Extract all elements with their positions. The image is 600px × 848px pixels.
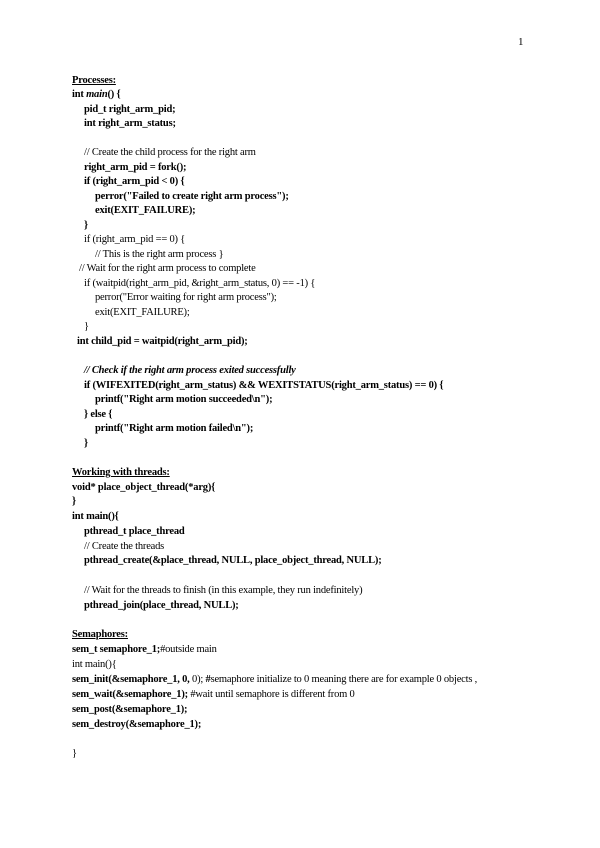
code-line: printf("Right arm motion succeeded\n"); (95, 394, 273, 405)
code-line: } (84, 438, 88, 449)
code-line: pthread_t place_thread (84, 526, 185, 537)
code-comment: // Create the child process for the right arm (84, 147, 256, 158)
code-line: int main(){ (72, 511, 119, 522)
code-line: right_arm_pid = fork(); (84, 162, 187, 173)
semaphores-heading: Semaphores: (72, 629, 128, 640)
code-line: exit(EXIT_FAILURE); (95, 205, 196, 216)
code-text: sem_t semaphore_1; (72, 644, 161, 655)
code-text: 0); (192, 674, 206, 685)
code-line: if (WIFEXITED(right_arm_status) && WEXITSTATUS(right_arm_status) == 0) { (84, 380, 444, 391)
code-line: int child_pid = waitpid(right_arm_pid); (77, 336, 248, 347)
code-comment: // Wait for the right arm process to complete (79, 263, 256, 274)
code-text: # (205, 674, 211, 685)
code-line: pid_t right_arm_pid; (84, 104, 176, 115)
code-line: } else { (84, 409, 113, 420)
code-comment: semaphore initialize to 0 meaning there are for example 0 objects , (210, 674, 478, 685)
code-line-sem-init (72, 673, 477, 687)
code-comment: // Wait for the threads to finish (in this example, they run indefinitely) (84, 585, 363, 596)
code-line: pthread_create(&place_thread, NULL, place_object_thread, NULL); (84, 555, 382, 566)
code-line: printf("Right arm motion failed\n"); (95, 423, 254, 434)
code-comment: #wait until semaphore is different from 0 (190, 689, 355, 700)
code-comment: // Create the threads (84, 541, 165, 552)
code-text: sem_init(&semaphore_1, 0, (72, 674, 193, 685)
code-line: int right_arm_status; (84, 118, 176, 129)
code-line: if (right_arm_pid == 0) { (84, 234, 186, 245)
code-keyword: int (72, 89, 87, 100)
code-line: int main(){ (72, 659, 117, 670)
threads-heading: Working with threads: (72, 467, 170, 478)
code-line: pthread_join(place_thread, NULL); (84, 600, 239, 611)
page-number: 1 (518, 36, 524, 48)
code-comment: // Check if the right arm process exited successfully (84, 365, 296, 376)
code-line: if (right_arm_pid < 0) { (84, 176, 185, 187)
code-line: sem_post(&semaphore_1); (72, 704, 188, 715)
code-comment: #outside main (160, 644, 217, 655)
processes-heading: Processes: (72, 75, 116, 86)
code-line: } (72, 496, 76, 507)
code-line: void* place_object_thread(*arg){ (72, 482, 216, 493)
code-text: sem_wait(&semaphore_1); (72, 689, 191, 700)
code-comment: // This is the right arm process } (95, 249, 224, 260)
code-line: } (84, 321, 89, 332)
code-line: } (84, 220, 88, 231)
code-line-sem-t (72, 643, 217, 657)
code-line-main (72, 88, 120, 102)
code-text: () { (107, 89, 121, 100)
code-line: perror("Failed to create right arm process"); (95, 191, 289, 202)
code-line: perror("Error waiting for right arm process"); (95, 292, 277, 303)
code-line: if (waitpid(right_arm_pid, &right_arm_status, 0) == -1) { (84, 278, 316, 289)
code-line: exit(EXIT_FAILURE); (95, 307, 190, 318)
code-function-name: main (86, 89, 108, 100)
code-line-sem-wait (72, 688, 355, 702)
code-line: sem_destroy(&semaphore_1); (72, 719, 202, 730)
code-line: } (72, 748, 77, 759)
